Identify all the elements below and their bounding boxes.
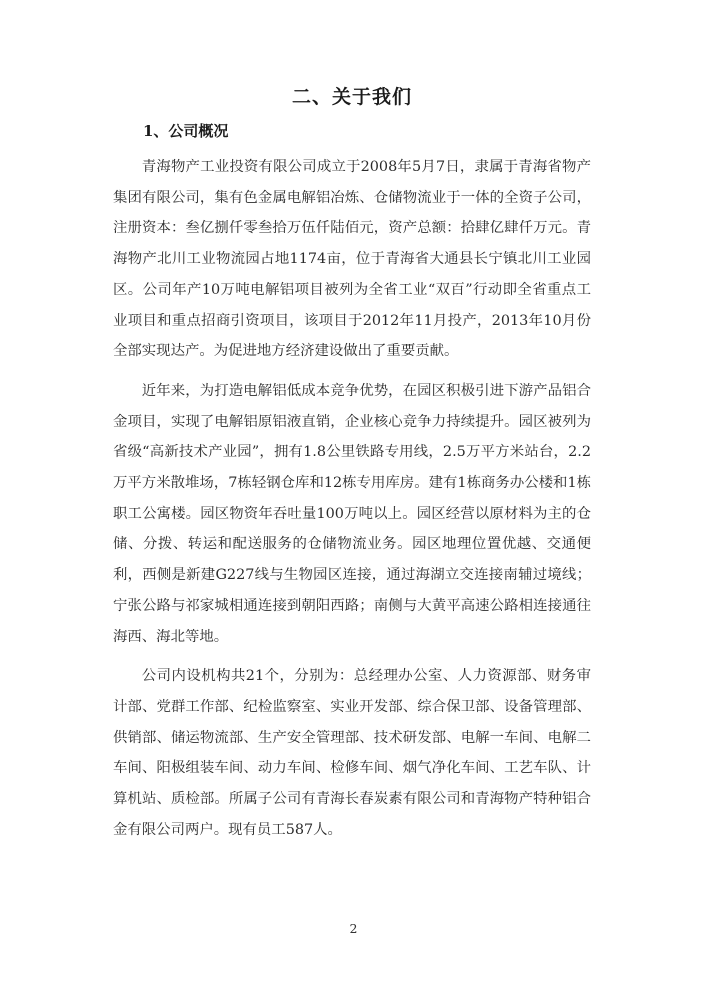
paragraph-organization: 公司内设机构共21个，分别为：总经理办公室、人力资源部、财务审计部、党群工作部、纪检监察室、实业开发部、综合保卫部、设备管理部、供销部、储运物流部、生产安全管理部、技术研发部、电解一车间、电解二车间、阳极组装车间、动力车间、检修车间、烟气净化车间、工艺车队、计算机站、质检部。所属子公司有青海长春炭素有限公司和青海物产特种铝合金有限公司两户。现有员工587人。 (113, 668, 591, 838)
section-heading: 1、公司概况 (143, 122, 229, 140)
paragraph-park-facilities: 近年来，为打造电解铝低成本竞争优势，在园区积极引进下游产品铝合金项目，实现了电解铝原铝液直销，企业核心竞争力持续提升。园区被列为省级“高新技术产业园”，拥有1.8公里铁路专用线，2.5万平方米站台，2.2万平方米散堆场，7栋轻钢仓库和12栋专用库房。建有1栋商务办公楼和1栋职工公寓楼。园区物资年吞吐量100万吨以上。园区经营以原材料为主的仓储、分拨、转运和配送服务的仓储物流业务。园区地理位置优越、交通便利，西侧是新建G227线与生物园区连接，通过海湖立交连接南辅过境线；宁张公路与祁家城相通连接到朝阳西路；南侧与大黄平高速公路相连接通往海西、海北等地。 (113, 382, 591, 645)
page-title: 二、关于我们 (291, 86, 412, 108)
document-content (113, 84, 591, 852)
page-number: 2 (349, 921, 358, 936)
paragraph-company-overview: 青海物产工业投资有限公司成立于2008年5月7日，隶属于青海省物产集团有限公司，集有色金属电解铝冶炼、仓储物流业于一体的全资子公司，注册资本：叁亿捌仟零叁拾万伍仟陆佰元，资产总额：拾肆亿肆仟万元。青海物产北川工业物流园占地1174亩，位于青海省大通县长宁镇北川工业园区。公司年产10万吨电解铝项目被列为全省工业“双百”行动即全省重点工业项目和重点招商引资项目，该项目于2012年11月投产，2013年10月份全部实现达产。为促进地方经济建设做出了重要贡献。 (113, 159, 591, 360)
